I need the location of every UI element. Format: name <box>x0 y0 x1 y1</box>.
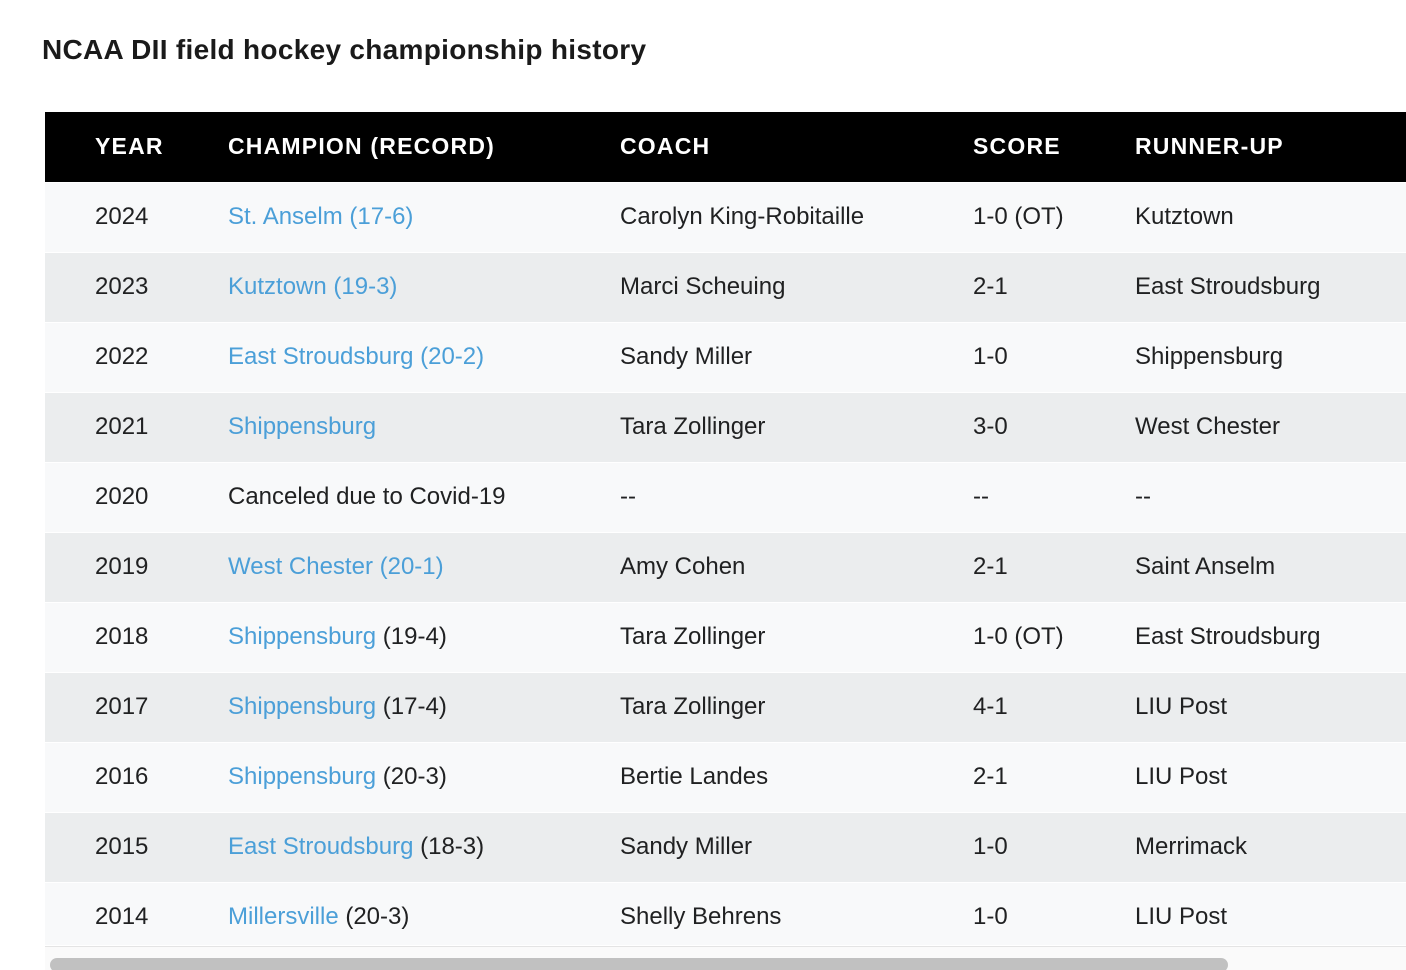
coach-cell: -- <box>620 462 973 532</box>
score-cell: 2-1 <box>973 252 1135 322</box>
champion-cell <box>228 602 620 672</box>
champion-cell <box>228 462 620 532</box>
year-cell: 2021 <box>45 392 228 462</box>
coach-cell: Sandy Miller <box>620 812 973 882</box>
year-cell: 2016 <box>45 742 228 812</box>
champion-record: (19-4) <box>376 623 447 650</box>
champion-cell <box>228 812 620 882</box>
champion-cell <box>228 322 620 392</box>
table-row <box>45 182 1406 252</box>
coach-cell: Marci Scheuing <box>620 252 973 322</box>
champion-link[interactable]: Millersville <box>228 903 339 931</box>
column-header-champion: CHAMPION (RECORD) <box>228 112 620 182</box>
coach-cell: Carolyn King-Robitaille <box>620 182 973 252</box>
champion-link[interactable]: East Stroudsburg (20-2) <box>228 343 485 370</box>
score-cell: 1-0 (OT) <box>973 602 1135 672</box>
year-cell: 2023 <box>45 252 228 322</box>
champion-link[interactable]: West Chester (20-1) <box>228 553 444 580</box>
page-title: NCAA DII field hockey championship history <box>42 34 647 65</box>
champion-cell <box>228 182 620 252</box>
coach-cell: Tara Zollinger <box>620 672 973 742</box>
coach-cell: Bertie Landes <box>620 742 973 812</box>
score-cell: 1-0 <box>973 882 1135 945</box>
table-body <box>45 182 1406 945</box>
champion-cell <box>228 672 620 742</box>
table-row <box>45 882 1406 945</box>
champion-record: (17-4) <box>376 693 447 720</box>
horizontal-scrollbar-thumb[interactable] <box>50 958 1228 970</box>
score-cell: 1-0 (OT) <box>973 182 1135 252</box>
score-cell: 1-0 <box>973 812 1135 882</box>
runner-up-cell: LIU Post <box>1135 672 1406 742</box>
table-row <box>45 462 1406 532</box>
column-header-year: YEAR <box>45 112 228 182</box>
column-header-score: SCORE <box>973 112 1135 182</box>
table-row <box>45 672 1406 742</box>
table-header-row <box>45 112 1406 182</box>
champion-record: (18-3) <box>413 833 485 860</box>
table-row <box>45 742 1406 812</box>
score-cell: 2-1 <box>973 532 1135 602</box>
table-row <box>45 322 1406 392</box>
table-row <box>45 812 1406 882</box>
coach-cell: Sandy Miller <box>620 322 973 392</box>
coach-cell: Tara Zollinger <box>620 602 973 672</box>
year-cell: 2022 <box>45 322 228 392</box>
table-scroll-area[interactable] <box>45 112 1406 945</box>
score-cell: 4-1 <box>973 672 1135 742</box>
champion-cell <box>228 742 620 812</box>
column-header-runner-up: RUNNER-UP <box>1135 112 1406 182</box>
horizontal-scrollbar-track[interactable] <box>45 946 1406 970</box>
runner-up-cell: -- <box>1135 462 1406 532</box>
score-cell: -- <box>973 462 1135 532</box>
runner-up-cell: Merrimack <box>1135 812 1406 882</box>
champion-record: (20-3) <box>338 903 410 931</box>
runner-up-cell: West Chester <box>1135 392 1406 462</box>
table-row <box>45 532 1406 602</box>
champion-link[interactable]: Kutztown (19-3) <box>228 273 398 300</box>
runner-up-cell: Shippensburg <box>1135 322 1406 392</box>
champion-link[interactable]: Shippensburg <box>228 413 377 440</box>
coach-cell: Shelly Behrens <box>620 882 973 945</box>
champion-link[interactable]: Shippensburg <box>228 623 377 650</box>
runner-up-cell: East Stroudsburg <box>1135 252 1406 322</box>
score-cell: 2-1 <box>973 742 1135 812</box>
coach-cell: Amy Cohen <box>620 532 973 602</box>
champion-text: Canceled due to Covid-19 <box>228 483 506 510</box>
champion-record: (20-3) <box>376 763 447 790</box>
champion-link[interactable]: East Stroudsburg <box>228 833 414 860</box>
table-row <box>45 392 1406 462</box>
year-cell: 2019 <box>45 532 228 602</box>
runner-up-cell: LIU Post <box>1135 882 1406 945</box>
champion-cell <box>228 252 620 322</box>
runner-up-cell: Saint Anselm <box>1135 532 1406 602</box>
champion-cell <box>228 532 620 602</box>
runner-up-cell: East Stroudsburg <box>1135 602 1406 672</box>
year-cell: 2020 <box>45 462 228 532</box>
year-cell: 2018 <box>45 602 228 672</box>
year-cell: 2015 <box>45 812 228 882</box>
champion-link[interactable]: St. Anselm (17-6) <box>228 203 414 230</box>
table-row <box>45 252 1406 322</box>
coach-cell: Tara Zollinger <box>620 392 973 462</box>
year-cell: 2014 <box>45 882 228 945</box>
champion-link[interactable]: Shippensburg <box>228 693 377 720</box>
champion-cell <box>228 882 620 945</box>
runner-up-cell: LIU Post <box>1135 742 1406 812</box>
score-cell: 1-0 <box>973 322 1135 392</box>
championship-history-table <box>45 112 1406 945</box>
year-cell: 2017 <box>45 672 228 742</box>
year-cell: 2024 <box>45 182 228 252</box>
column-header-coach: COACH <box>620 112 973 182</box>
score-cell: 3-0 <box>973 392 1135 462</box>
table-row <box>45 602 1406 672</box>
runner-up-cell: Kutztown <box>1135 182 1406 252</box>
champion-cell <box>228 392 620 462</box>
champion-link[interactable]: Shippensburg <box>228 763 377 790</box>
